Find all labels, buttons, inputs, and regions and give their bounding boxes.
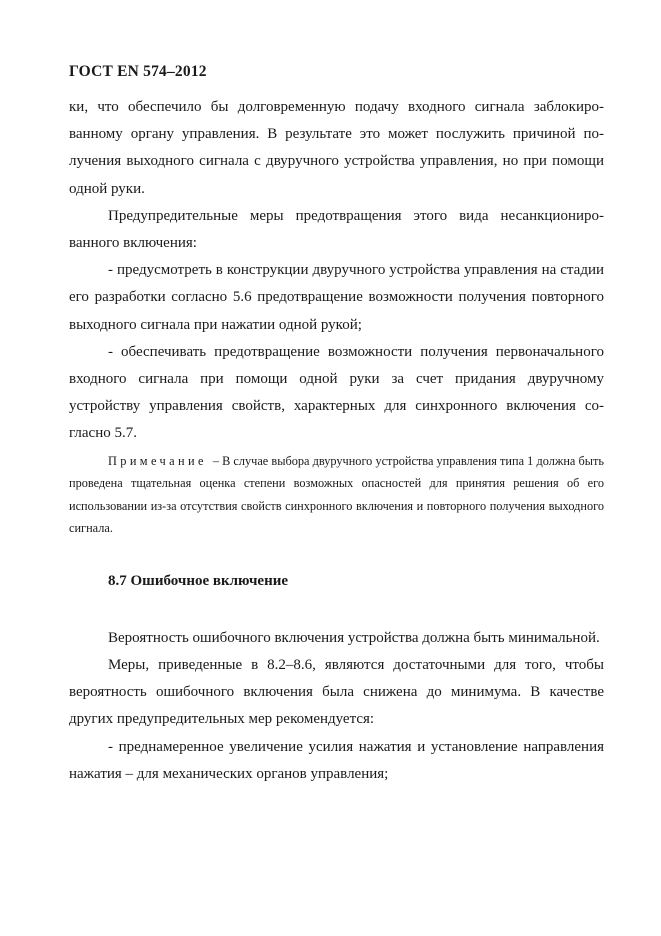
list-item-design-provision: - предусмотреть в конструкции двуручного устройства управления на стадии его разработки согласно 5.6 предотвращение возможности получения повторного выходного сигнала при нажатии одной рукой; xyxy=(69,262,604,333)
note-label: Примечание xyxy=(108,453,207,468)
note-text: – В случае выбора двуручного устройства управления типа 1 должна быть проведена тщательная оценка степени возможных опасностей для принятия решения об его использовании из-за отсутствия свойств синхронного включения и повторного получения выходного сигнала. xyxy=(69,453,604,536)
list-item-prevent-one-hand: - обеспечивать предотвращение возможности получения первоначального входного сигнала при помощи одной руки за счет придания двуручному устройству управления свойств, характерных для синхронного включения согласно 5.7. xyxy=(69,343,604,442)
note-paragraph xyxy=(69,450,604,540)
paragraph-measures: Меры, приведенные в 8.2–8.6, являются достаточными для того, чтобы вероятность ошибочного включения была снижена до минимума. В качестве других предупредительных мер рекомендуется: xyxy=(69,657,604,728)
document-body xyxy=(69,94,604,788)
document-code-header: ГОСТ EN 574–2012 xyxy=(69,63,207,80)
paragraph-continuation: ки, что обеспечило бы долговременную подачу входного сигнала заблокированному органу управления. В результате это может послужить причиной получения выходного сигнала с двуручного устройства управления, но при помощи одной руки. xyxy=(69,99,604,197)
list-item-force-direction: - преднамеренное увеличение усилия нажатия и установление направления нажатия – для механических органов управления; xyxy=(69,738,604,782)
paragraph-preventive-measures: Предупредительные меры предотвращения этого вида несанкционированного включения: xyxy=(69,207,604,252)
section-heading: 8.7 Ошибочное включение xyxy=(108,572,289,589)
paragraph-probability: Вероятность ошибочного включения устройства должна быть минимальной. xyxy=(108,629,600,646)
